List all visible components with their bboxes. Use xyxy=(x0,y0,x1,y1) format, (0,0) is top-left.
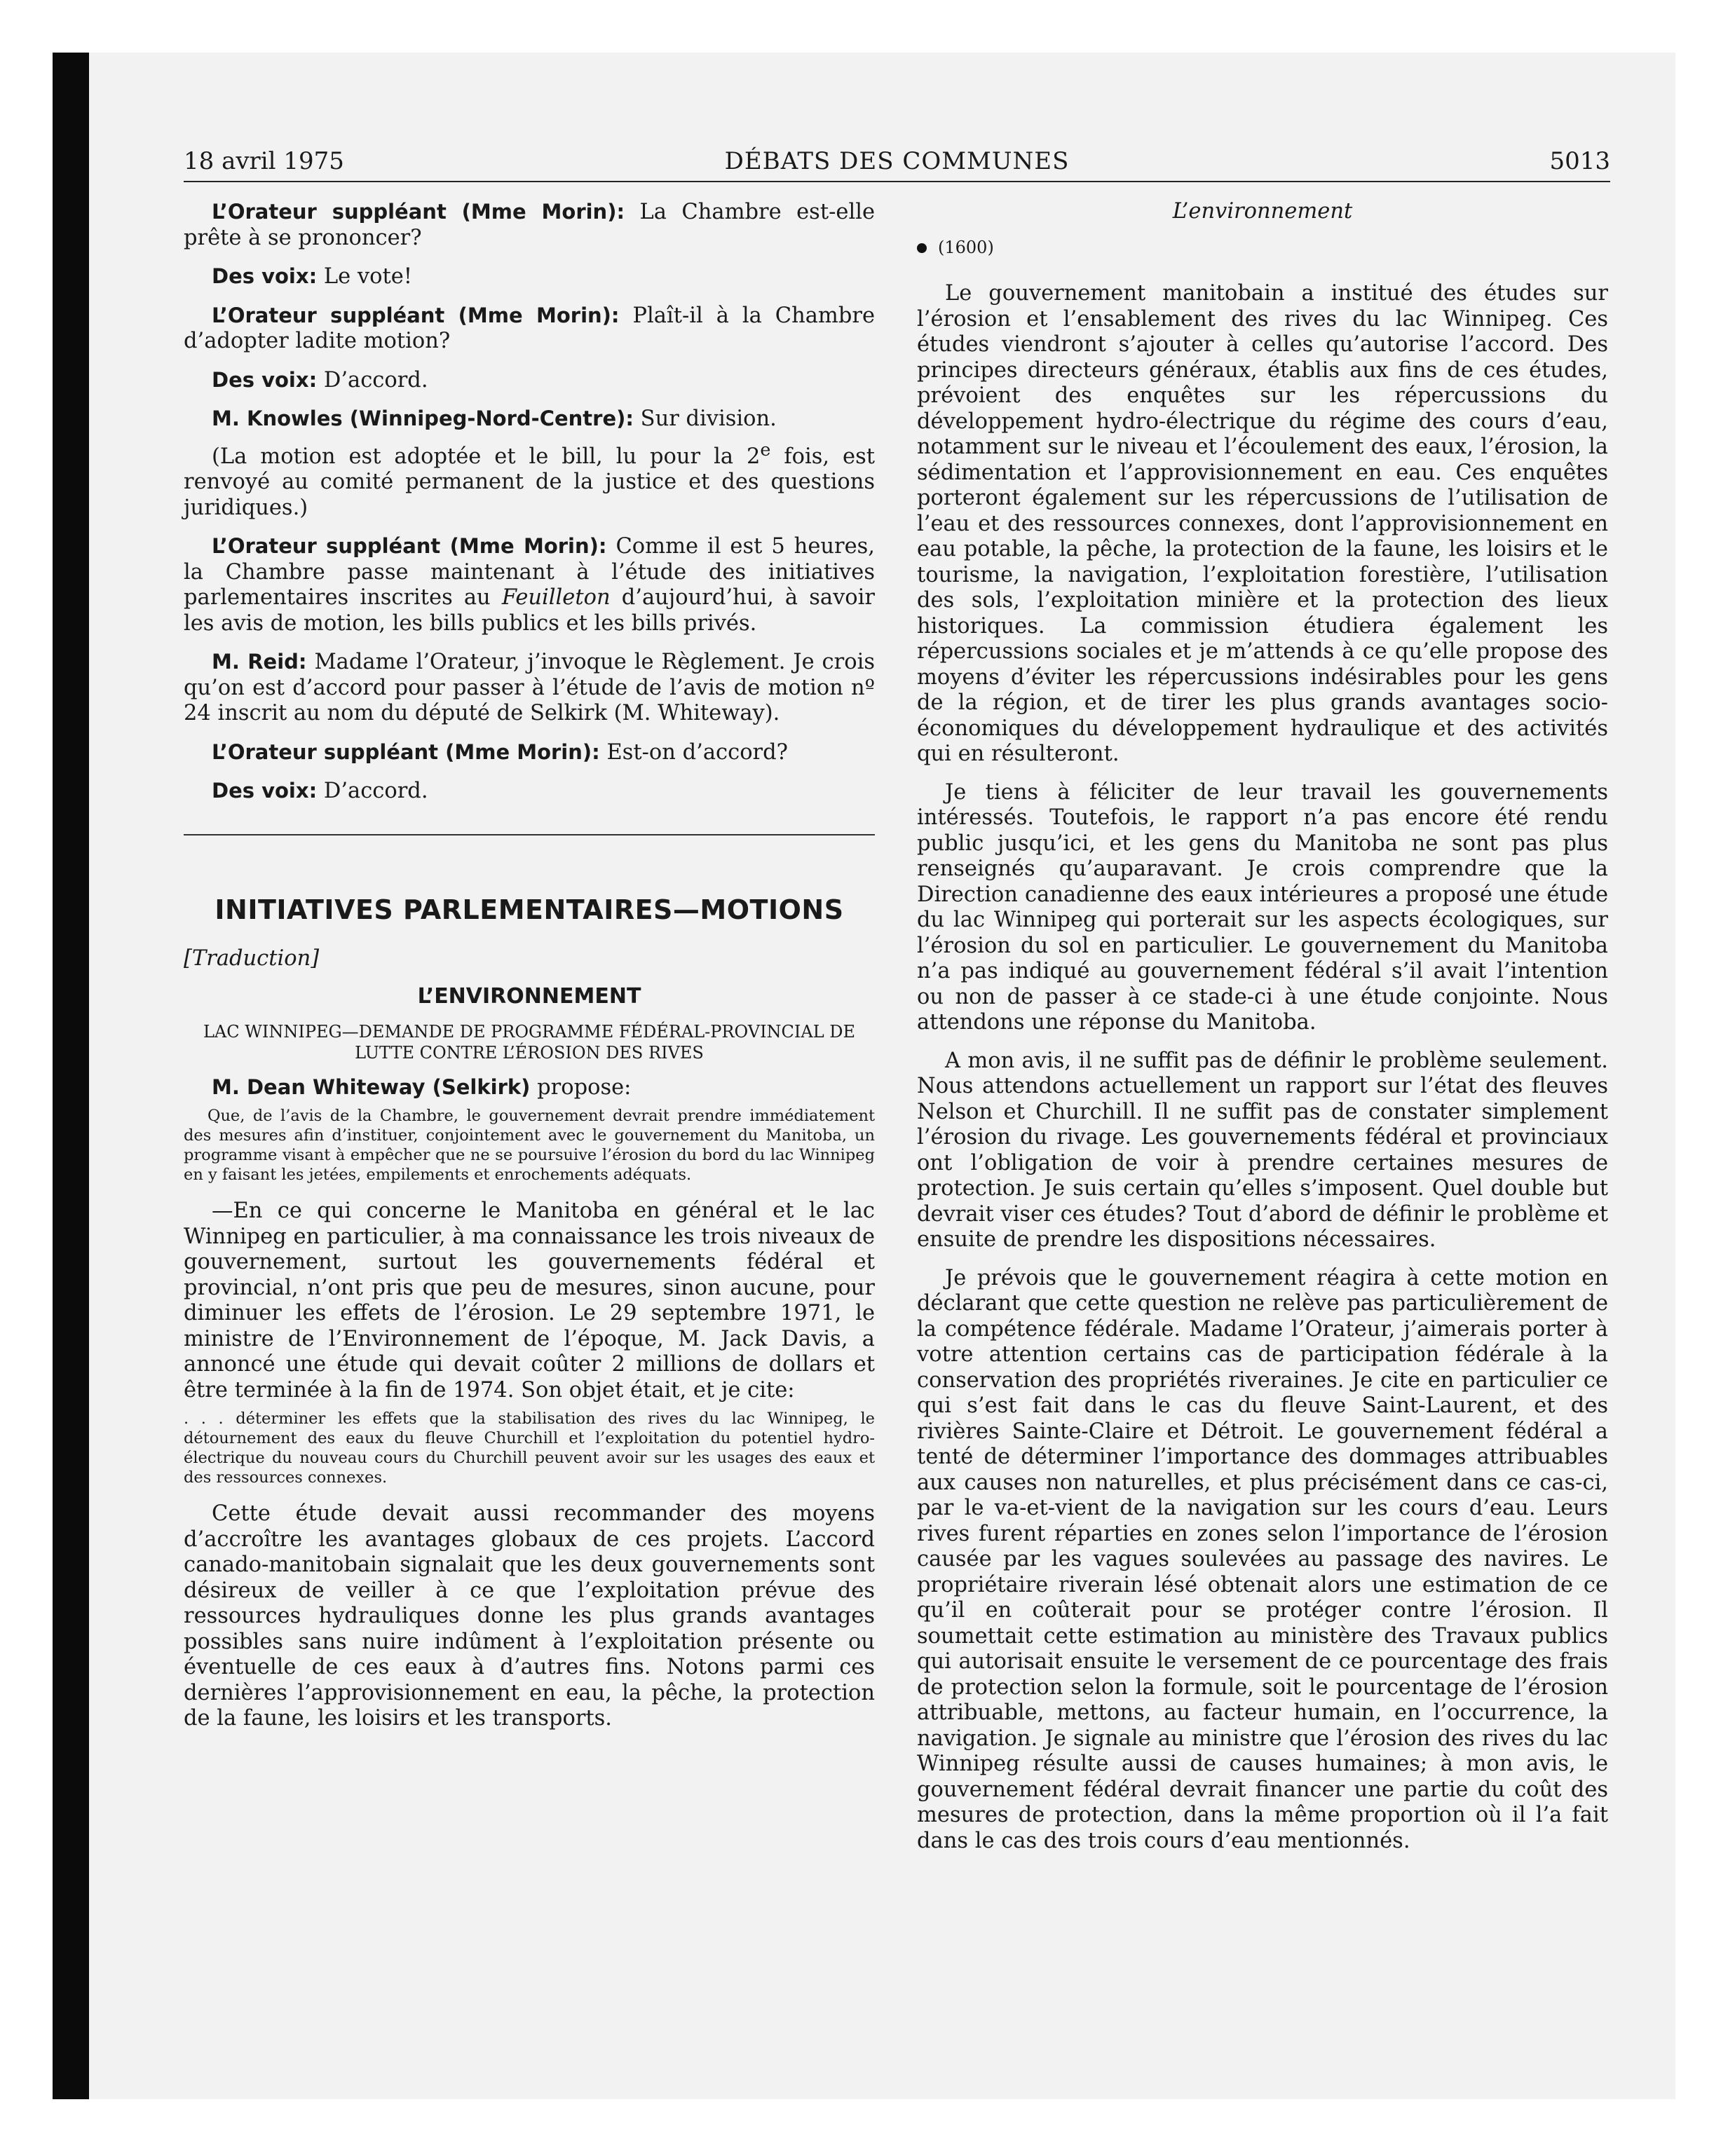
speaker-name: Des voix: xyxy=(212,367,318,392)
note-text: fois, est renvoyé au comité permanent de la justice et des questions juridiques.) xyxy=(184,444,875,520)
header-publication: DÉBATS DES COMMUNES xyxy=(724,147,1070,175)
speech-text: Est-on d’accord? xyxy=(599,739,789,765)
speech-paragraph: Je tiens à féliciter de leur travail les gouvernements intéressés. Toutefois, le rapport n’a pas encore été rendu public jusqu’ici, et les gens du Manitoba ne sont pas plus renseignés qu’auparavant. Je crois comprendre que la Direction canadienne des eaux intérieures a proposé une étude du lac Winnipeg qui porterait sur les aspects écologiques, sur l’érosion du sol en particulier. Le gouvernement du Manitoba n’a pas indiqué au gouvernement fédéral s’il avait l’intention ou non de passer à ce stade-ci à une étude conjointe. Nous attendons une réponse du Manitoba. xyxy=(917,779,1608,1035)
speech-text: D’accord. xyxy=(317,779,428,804)
hansard-page xyxy=(184,140,1610,2075)
time-stamp xyxy=(917,235,1608,261)
motion-text: Que, de l’avis de la Chambre, le gouvernement devrait prendre immédiatement des mesures afin d’instituer, conjointement avec le gouvernement du Manitoba, un programme visant à empêcher que ne se poursuive l’érosion du bord du lac Winnipeg en y faisant les jetées, empilements et enrochements adéquats. xyxy=(184,1107,875,1185)
speech-paragraph xyxy=(184,264,875,290)
speech-paragraph: Je prévois que le gouvernement réagira à cette motion en déclarant que cette question ne relève pas particulièrement de la compétence fédérale. Madame l’Orateur, j’aimerais porter à votre attention certains cas de participation fédérale à la conservation des propriétés riveraines. Je cite en particulier ce qui s’est fait dans le cas du fleuve Saint-Laurent, et des rivières Sainte-Claire et Détroit. Le gouvernement fédéral a tenté de déterminer l’importance des dommages attribuables aux causes non naturelles, et plus précisément dans ce cas-ci, par le va-et-vient de la navigation sur les cours d’eau. Leurs rives furent réparties en zones selon l’importance de l’érosion causée par les vagues soulevées au passage des navires. Le propriétaire riverain lésé obtenait alors une estimation de ce qu’il en coûterait pour se protéger contre l’érosion. Il soumettait cette estimation au ministère des Travaux publics qui autorisait ensuite le versement de ce pourcentage des frais de protection selon la formule, soit le pourcentage de l’érosion attribuable, mettons, au facteur humain, en l’occurrence, la navigation. Je signale au ministre que l’érosion des rives du lac Winnipeg résulte aussi de causes humaines; à mon avis, le gouvernement fédéral devrait financer une partie du coût des mesures de protection, dans la même proportion où il l’a fait dans le cas des trois cours d’eau mentionnés. xyxy=(917,1265,1608,1853)
speech-text: D’accord. xyxy=(317,367,428,393)
subject-heading: L’ENVIRONNEMENT xyxy=(417,984,641,1009)
time-stamp-text: (1600) xyxy=(938,237,994,257)
right-column xyxy=(917,199,1608,1867)
speech-paragraph: A mon avis, il ne suffit pas de définir le problème seulement. Nous attendons actuellement un rapport sur l’état des fleuves Nelson et Churchill. Il ne suffit pas de constater simplement l’érosion du rivage. Les gouvernements fédéral et provinciaux ont l’obligation de voir à prendre certaines mesures de protection. Je suis certain qu’elles s’imposent. Quel double but devrait viser ces études? Tout d’abord de définir le problème et ensuite de prendre les dispositions nécessaires. xyxy=(917,1048,1608,1252)
speech-text: Le vote! xyxy=(317,264,413,289)
speech-paragraph xyxy=(184,649,875,727)
speech-text: Madame l’Orateur, j’invoque le Règlement. Je crois qu’on est d’accord pour passer à l’étude de l’avis de motion nº 24 inscrit au nom du député de Selkirk (M. Whiteway). xyxy=(184,650,875,726)
speaker-name: M. Reid: xyxy=(212,650,307,674)
speaker-name: L’Orateur suppléant (Mme Morin): xyxy=(212,200,625,224)
header-rule xyxy=(184,181,1610,182)
speaker-name: Des voix: xyxy=(212,264,318,288)
left-column xyxy=(184,199,875,1745)
procedural-note xyxy=(184,437,875,521)
speech-paragraph xyxy=(184,778,875,805)
speaker-name: L’Orateur suppléant (Mme Morin): xyxy=(212,534,607,559)
mover-line xyxy=(184,1074,875,1101)
speech-paragraph: Le gouvernement manitobain a institué des études sur l’érosion et l’ensablement des rives du lac Winnipeg. Ces études viendront s’ajouter à celles qu’autorise l’accord. Des principes directeurs généraux, établis aux fins de ces études, prévoient des enquêtes sur les répercussions du développement hydro-électrique du régime des cours d’eau, notamment sur le niveau et l’écoulement des eaux, l’érosion, la sédimentation et l’approvisionnement en eau. Ces enquêtes porteront également sur les répercussions de l’utilisation de l’eau et des ressources connexes, dont l’approvisionnement en eau potable, la pêche, la protection de la faune, les loisirs et le tourisme, la navigation, l’exploitation forestière, l’utilisation des sols, l’exploitation minière et la protection des lieux historiques. La commission étudiera également les répercussions sociales et je m’attends à ce qu’elle propose des moyens d’éviter les répercussions indésirables pour les gens de la région, et de tirer les plus grands avantages socio-économiques du développement hydraulique et des activités qui en résulteront. xyxy=(917,281,1608,766)
header-page-number: 5013 xyxy=(1549,147,1610,175)
speech-paragraph xyxy=(184,199,875,251)
superscript: e xyxy=(760,438,771,460)
speech-paragraph xyxy=(184,367,875,394)
header-date: 18 avril 1975 xyxy=(184,147,344,175)
speech-text: propose: xyxy=(530,1074,632,1100)
speech-paragraph xyxy=(184,533,875,636)
speech-text: Plaît-il à la Chambre d’adopter ladite motion? xyxy=(184,303,875,353)
speaker-name: M. Dean Whiteway (Selkirk) xyxy=(212,1074,531,1099)
motion-title: LAC WINNIPEG—DEMANDE DE PROGRAMME FÉDÉRAL-PROVINCIAL DE LUTTE CONTRE L’ÉROSION DES RIVES xyxy=(203,1021,856,1063)
speech-text: d’aujourd’hui, à savoir les avis de motion, les bills publics et les bills privés. xyxy=(184,585,875,636)
speech-paragraph xyxy=(184,303,875,355)
speaker-name: M. Knowles (Winnipeg-Nord-Centre): xyxy=(212,407,634,430)
speech-paragraph: Cette étude devait aussi recommander des moyens d’accroître les avantages globaux de ces projets. L’accord canado-manitobain signalait que les deux gouvernements sont désireux de veiller à ce que l’exploitation prévue des ressources hydrauliques donne les plus grands avantages possibles sans nuire indûment à l’exploitation présente ou éventuelle de ces eaux à d’autres fins. Notons parmi ces dernières l’approvisionnement en eau, la pêche, la protection de la faune, les loisirs et les transports. xyxy=(184,1501,875,1731)
scan-edge-bar xyxy=(53,53,89,2099)
translation-note: [Traduction] xyxy=(184,946,320,971)
speech-paragraph: —En ce qui concerne le Manitoba en général et le lac Winnipeg en particulier, à ma connaissance les trois niveaux de gouvernement, surtout les gouvernements fédéral et provincial, n’ont pris que peu de mesures, sinon aucune, pour diminuer les effets de l’érosion. Le 29 septembre 1971, le ministre de l’Environnement de l’époque, M. Jack Davis, a annoncé une étude qui devait coûter 2 millions de dollars et être terminée à la fin de 1974. Son objet était, et je cite: xyxy=(184,1199,875,1403)
speech-text: La Chambre est-elle prête à se prononcer? xyxy=(184,200,876,250)
italic-term: Feuilleton xyxy=(501,585,611,610)
bullet-icon xyxy=(917,243,927,253)
speaker-name: L’Orateur suppléant (Mme Morin): xyxy=(212,739,600,764)
block-quote: . . . déterminer les effets que la stabilisation des rives du lac Winnipeg, le détournement des eaux du fleuve Churchill et l’exploitation du potentiel hydro-électrique du nouveau cours du Churchill peuvent avoir sur les usages des eaux et des ressources connexes. xyxy=(184,1410,875,1487)
speech-text: Sur division. xyxy=(633,407,777,431)
section-heading: INITIATIVES PARLEMENTAIRES—MOTIONS xyxy=(215,894,844,925)
speaker-name: Des voix: xyxy=(212,779,318,803)
section-divider xyxy=(184,834,875,835)
running-head: L’environnement xyxy=(1172,199,1353,224)
note-text: (La motion est adoptée et le bill, lu pour la 2 xyxy=(212,444,761,469)
speech-paragraph xyxy=(184,406,875,432)
speaker-name: L’Orateur suppléant (Mme Morin): xyxy=(212,303,620,327)
page-header xyxy=(184,149,1610,181)
speech-text: Comme il est 5 heures, la Chambre passe maintenant à l’étude des initiatives parlementaires inscrites au xyxy=(184,534,875,610)
speech-paragraph xyxy=(184,739,875,766)
